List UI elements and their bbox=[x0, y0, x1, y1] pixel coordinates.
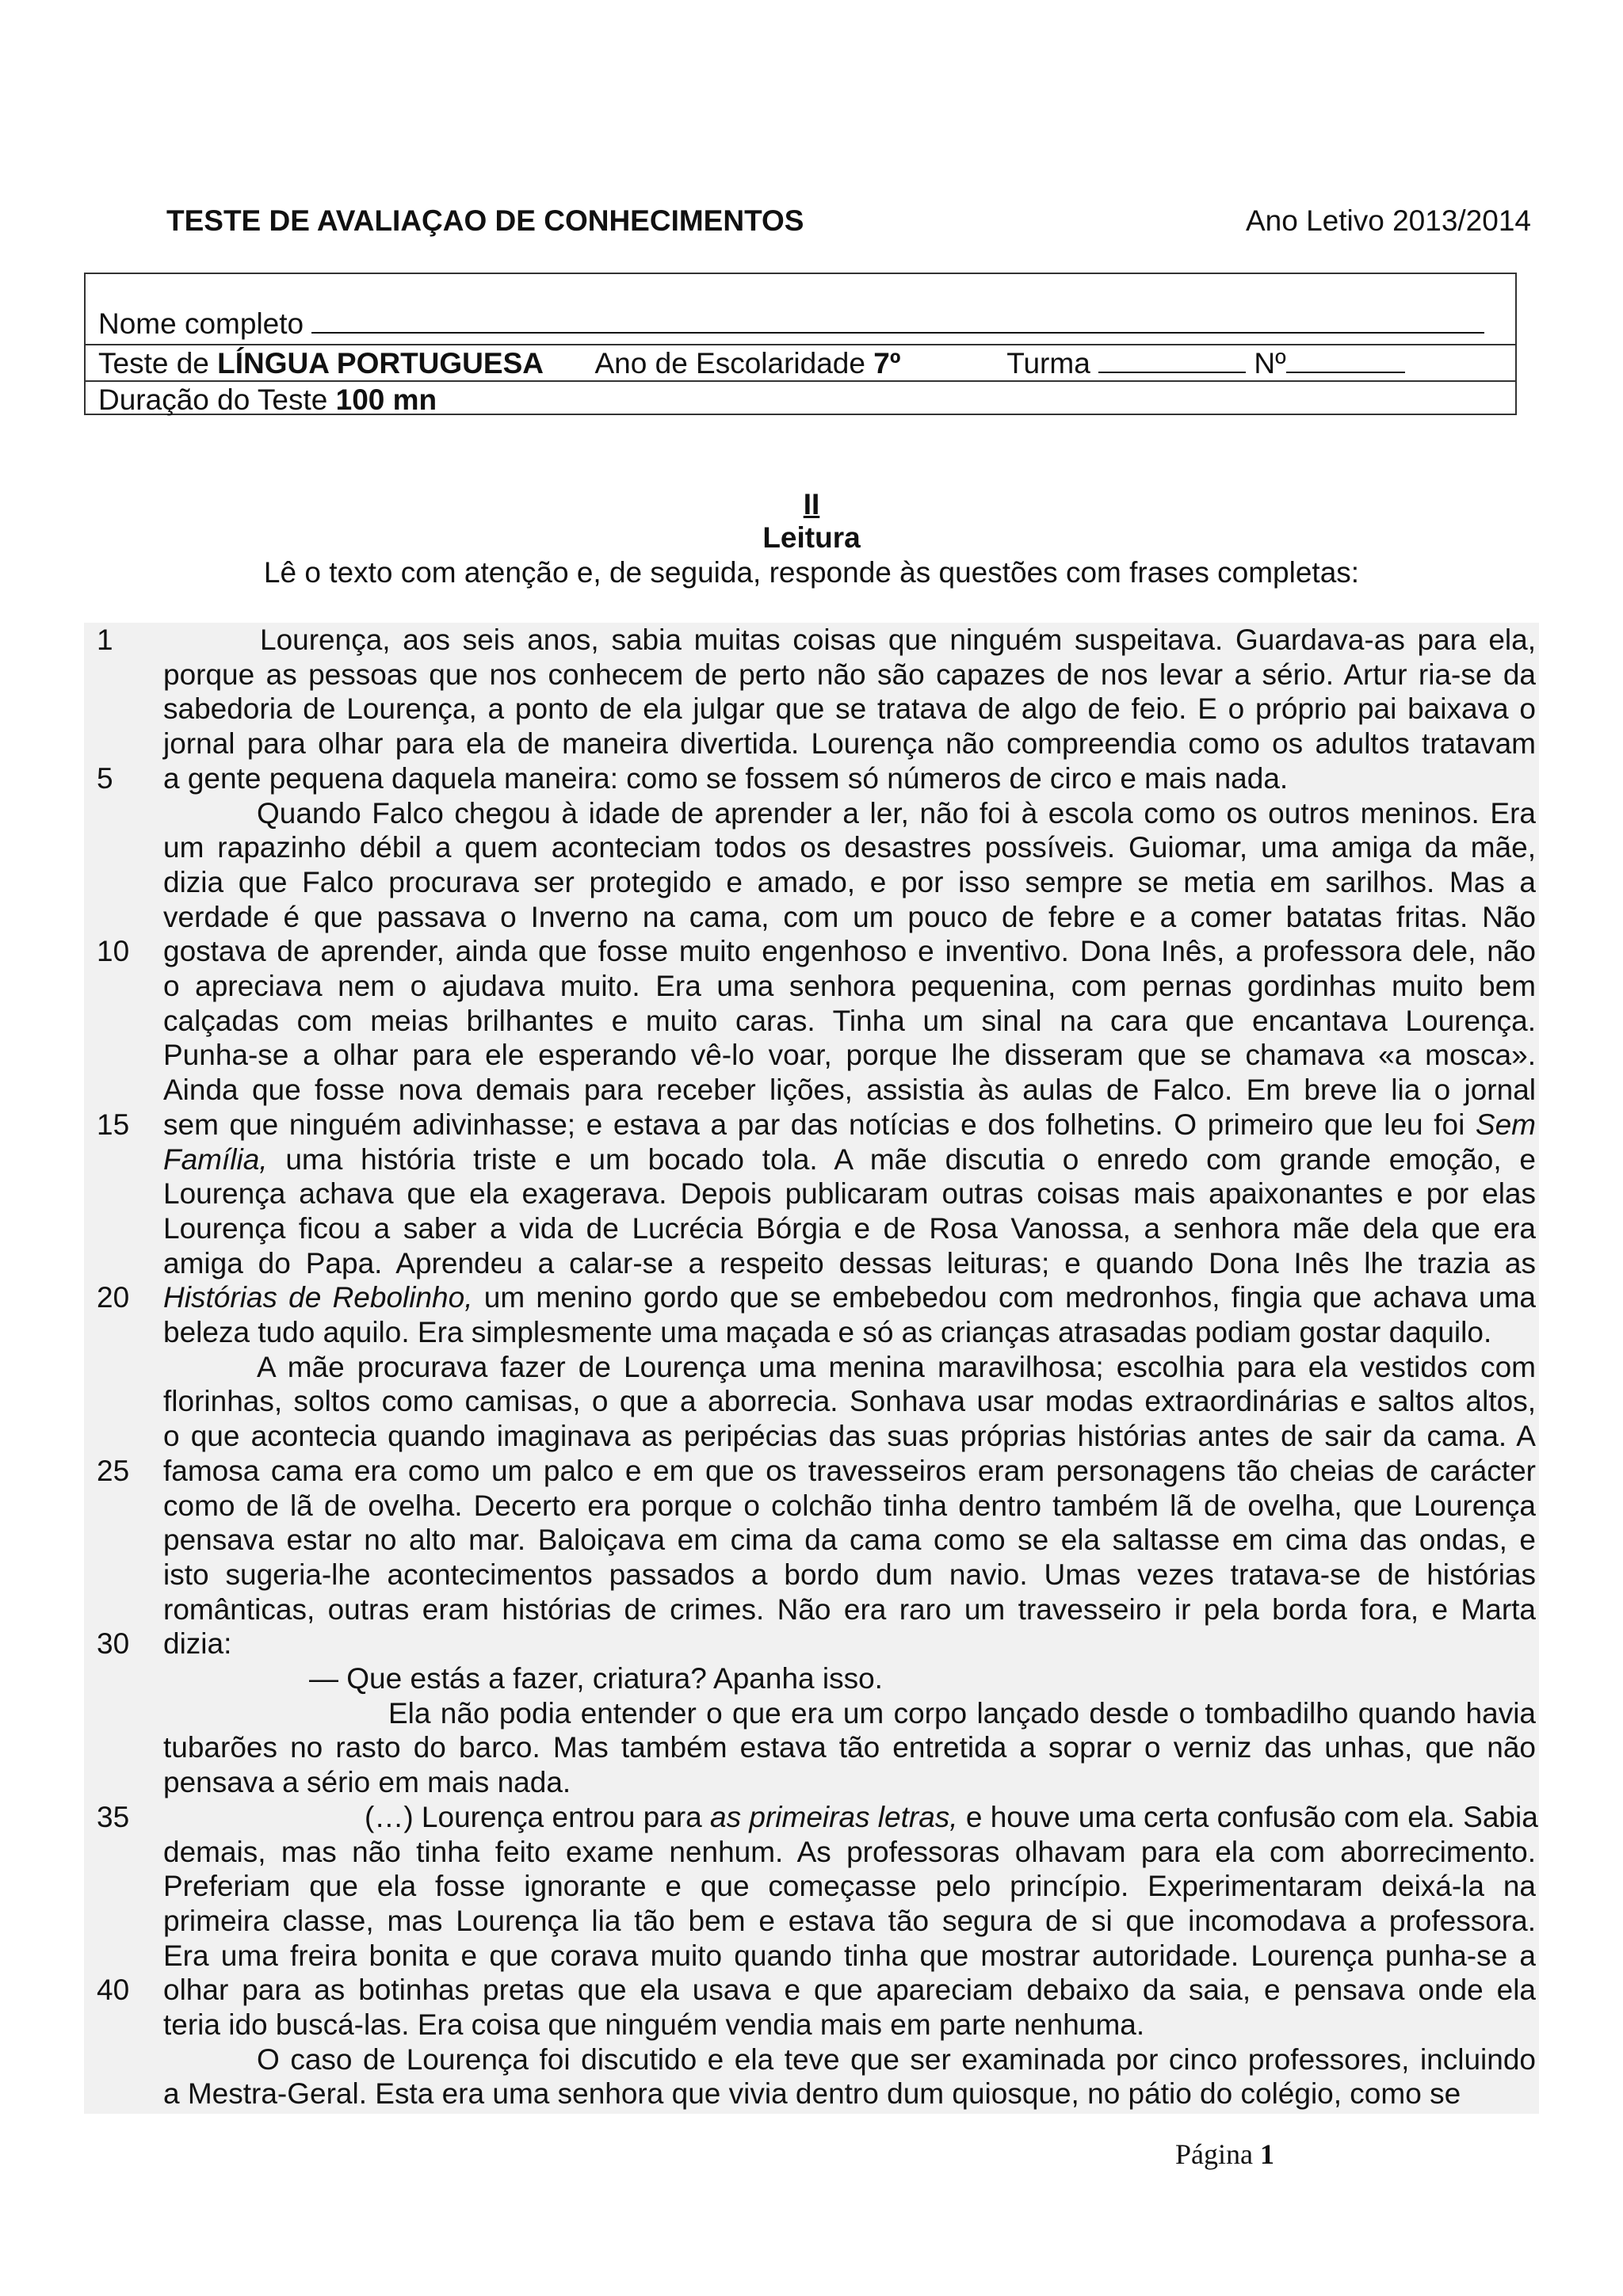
student-info-box bbox=[84, 273, 1517, 415]
text-line bbox=[84, 865, 1539, 900]
number-field[interactable] bbox=[1286, 348, 1405, 373]
line-content: a gente pequena daquela maneira: como se fossem só números de circo e mais nada. bbox=[163, 761, 1289, 795]
line-text bbox=[163, 1211, 1536, 1246]
duration-row bbox=[98, 383, 437, 417]
line-content: pensava estar no alto mar. Baloiçava em cima da cama como se ela saltasse em cima das ondas, e bbox=[163, 1524, 1536, 1557]
line-content: A mãe procurava fazer de Lourença uma menina maravilhosa; escolhia para ela vestidos com bbox=[257, 1350, 1536, 1383]
line-number: 20 bbox=[97, 1281, 130, 1314]
line-text bbox=[163, 900, 1536, 935]
text-line bbox=[84, 2042, 1539, 2077]
text-line bbox=[84, 1280, 1539, 1315]
test-label: Teste de bbox=[98, 347, 209, 379]
line-content: o apreciava nem o ajudava muito. Era uma senhora pequenina, com pernas gordinhas muito bem bbox=[163, 970, 1536, 1002]
line-text bbox=[163, 658, 1536, 692]
grade-value: 7º bbox=[873, 347, 901, 379]
line-text bbox=[257, 1350, 1536, 1385]
text-line bbox=[84, 1904, 1539, 1939]
text-line bbox=[84, 1939, 1539, 1974]
line-content: florinhas, soltos como camisas, o que a aborrecia. Sonhava usar modas extraordinárias e saltos altos, bbox=[163, 1385, 1536, 1418]
line-content: amiga do Papa. Aprendeu a calar-se a respeito dessas leituras; e quando Dona Inês lhe trazia as bbox=[163, 1246, 1536, 1280]
line-content: românticas, outras eram histórias de crimes. Não era raro um travesseiro ir pela borda fora, e Marta bbox=[163, 1592, 1536, 1626]
line-text bbox=[365, 1800, 1536, 1835]
line-text bbox=[163, 1419, 1536, 1454]
line-text bbox=[163, 692, 1536, 727]
subject-value: LÍNGUA PORTUGUESA bbox=[217, 347, 544, 379]
line-content: uma história triste e um bocado tola. A mãe discutia o enredo com grande emoção, e bbox=[285, 1142, 1537, 1176]
line-text bbox=[163, 1973, 1536, 2008]
text-line bbox=[84, 1592, 1539, 1627]
line-content: (…) Lourença entrou para bbox=[365, 1800, 702, 1833]
text-line bbox=[84, 1038, 1539, 1073]
line-text bbox=[163, 1454, 1536, 1489]
text-line bbox=[84, 1004, 1539, 1039]
line-text bbox=[260, 623, 1536, 658]
text-line bbox=[84, 2077, 1539, 2111]
line-content: Preferiam que ela fosse ignorante e que começasse pelo princípio. Experimentaram deixá-la na bbox=[163, 1870, 1536, 1903]
italic-title: Histórias de Rebolinho, bbox=[163, 1281, 473, 1314]
line-text bbox=[163, 1384, 1536, 1419]
duration-value: 100 mn bbox=[335, 383, 437, 416]
line-text bbox=[163, 1315, 1536, 1350]
line-text bbox=[163, 1142, 1536, 1177]
line-text bbox=[163, 1073, 1536, 1108]
section-title: Leitura bbox=[762, 521, 861, 554]
text-line bbox=[84, 1696, 1539, 1731]
text-line bbox=[84, 1454, 1539, 1489]
text-line bbox=[84, 934, 1539, 969]
text-line bbox=[84, 1315, 1539, 1350]
line-content: jornal para olhar para ela de maneira divertida. Lourença não compreendia como os adultos tratavam bbox=[163, 727, 1536, 761]
line-text bbox=[257, 796, 1536, 831]
line-content: olhar para as botinhas pretas que ela usava e que apareciam debaixo da saia, e pensava onde ela bbox=[163, 1974, 1536, 2007]
line-number: 1 bbox=[97, 624, 113, 656]
line-content: isto sugeria-lhe acontecimentos passados a bordo dum navio. Umas vezes tratava-se de histórias bbox=[163, 1558, 1536, 1591]
page-number: Página 1 bbox=[1175, 2138, 1274, 2170]
line-text bbox=[163, 2077, 1536, 2111]
line-text bbox=[163, 969, 1536, 1004]
subject-row bbox=[98, 347, 1405, 380]
line-content: Era uma freira bonita e que corava muito quando tinha que mostrar autoridade. Lourença punha-se a bbox=[163, 1939, 1536, 1972]
line-text bbox=[163, 1592, 1536, 1627]
text-line bbox=[84, 1835, 1539, 1870]
line-text bbox=[163, 1627, 1536, 1661]
name-field[interactable] bbox=[311, 308, 1484, 334]
line-content: sabedoria de Lourença, a ponto de ela julgar que se tratava de algo de feio. E o próprio pai baixava o bbox=[163, 692, 1536, 726]
line-content: e houve uma certa confusão com ela. Sabia bbox=[965, 1800, 1538, 1833]
line-content: O caso de Lourença foi discutido e ela teve que ser examinada por cinco professores, incluindo bbox=[257, 2042, 1536, 2076]
line-content: porque as pessoas que nos conhecem de perto não são capazes de nos levar a sério. Artur ria-se da bbox=[163, 658, 1536, 691]
line-text bbox=[163, 865, 1536, 900]
line-content: demais, mas não tinha feito exame nenhum. As professoras olhavam para ela com aborrecimento. bbox=[163, 1835, 1536, 1868]
text-line bbox=[84, 1489, 1539, 1524]
line-content: primeira classe, mas Lourença lia tão bem e estava tão segura de si que incomodava a professora. bbox=[163, 1904, 1536, 1937]
class-field[interactable] bbox=[1098, 348, 1246, 373]
text-line bbox=[84, 1523, 1539, 1558]
line-content: Lourença achava que ela exagerava. Depois publicaram outras coisas mais apaixonantes e por elas bbox=[163, 1177, 1536, 1211]
line-text bbox=[163, 1280, 1536, 1315]
section-instruction: Lê o texto com atenção e, de seguida, responde às questões com frases completas: bbox=[263, 556, 1360, 589]
class-label: Turma bbox=[1006, 347, 1090, 379]
line-content: pensava a sério em mais nada. bbox=[163, 1766, 571, 1799]
text-line bbox=[84, 1384, 1539, 1419]
line-content: beleza tudo aquilo. Era simplesmente uma maçada e só as crianças atrasadas podiam gostar daquilo. bbox=[163, 1316, 1492, 1348]
line-text bbox=[388, 1696, 1536, 1731]
name-row bbox=[98, 307, 1484, 341]
line-text bbox=[163, 1038, 1536, 1073]
text-line bbox=[84, 1246, 1539, 1281]
line-text bbox=[163, 1489, 1536, 1524]
line-content: Ainda que fosse nova demais para receber lições, assistia às aulas de Falco. Em breve lia o jornal bbox=[163, 1074, 1536, 1107]
text-line bbox=[84, 1177, 1539, 1211]
line-text bbox=[163, 1004, 1536, 1039]
line-text bbox=[163, 1177, 1536, 1211]
line-content: — Que estás a fazer, criatura? Apanha isso. bbox=[309, 1662, 883, 1695]
line-content: o que acontecia quando imaginava as peripécias das suas próprias histórias antes de sair da cama. A bbox=[163, 1420, 1536, 1453]
line-content: tubarões no rasto do barco. Mas também estava tão entretida a soprar o verniz das unhas, que não bbox=[163, 1731, 1536, 1764]
line-content: Quando Falco chegou à idade de aprender a ler, não foi à escola como os outros meninos. Era bbox=[257, 796, 1536, 830]
line-text bbox=[163, 1730, 1536, 1765]
line-text bbox=[257, 2042, 1536, 2077]
text-line bbox=[84, 727, 1539, 761]
line-content: gostava de aprender, ainda que fosse muito engenhoso e inventivo. Dona Inês, a professora dele, não bbox=[163, 935, 1536, 968]
line-text bbox=[163, 1904, 1536, 1939]
text-line bbox=[84, 658, 1539, 692]
line-number: 35 bbox=[97, 1800, 130, 1833]
line-number: 10 bbox=[97, 935, 130, 968]
line-content: Lourença ficou a saber a vida de Lucrécia Bórgia e de Rosa Vanossa, a senhora mãe dela que era bbox=[163, 1211, 1536, 1245]
line-content: dizia que Falco procurava ser protegido e amado, e por isso sempre se metia em sarilhos. Mas a bbox=[163, 865, 1536, 898]
text-line bbox=[84, 1419, 1539, 1454]
grade-label: Ano de Escolaridade bbox=[594, 347, 865, 379]
italic-title: Família, bbox=[163, 1142, 268, 1176]
line-content: a Mestra-Geral. Esta era uma senhora que vivia dentro dum quiosque, no pátio do colégio, como se bbox=[163, 2077, 1461, 2111]
text-line bbox=[84, 1350, 1539, 1385]
text-line bbox=[84, 1073, 1539, 1108]
text-line bbox=[84, 761, 1539, 796]
line-content: verdade é que passava o Inverno na cama, com um pouco de febre e a comer batatas fritas. Não bbox=[163, 900, 1536, 933]
line-text bbox=[163, 1246, 1536, 1281]
text-line bbox=[84, 1800, 1539, 1835]
name-label: Nome completo bbox=[98, 307, 304, 340]
line-content: teria ido buscá-las. Era coisa que ninguém vendia mais em parte nenhuma. bbox=[163, 2008, 1145, 2041]
text-line bbox=[84, 1973, 1539, 2008]
line-number: 5 bbox=[97, 761, 113, 795]
line-number: 30 bbox=[97, 1627, 130, 1661]
text-line bbox=[84, 1730, 1539, 1765]
text-line bbox=[84, 796, 1539, 831]
text-line bbox=[84, 623, 1539, 658]
line-text bbox=[163, 2008, 1536, 2042]
line-content: Punha-se a olhar para ele esperando vê-lo voar, porque lhe disseram que se chamava «a mosca». bbox=[163, 1039, 1536, 1072]
line-text bbox=[163, 934, 1536, 969]
section-number: II bbox=[803, 488, 820, 521]
line-number: 40 bbox=[97, 1974, 130, 2007]
duration-label: Duração do Teste bbox=[98, 383, 328, 416]
line-text bbox=[163, 1558, 1536, 1592]
line-text bbox=[163, 1835, 1536, 1870]
text-line bbox=[84, 2008, 1539, 2042]
line-text bbox=[163, 727, 1536, 761]
text-line bbox=[84, 1627, 1539, 1661]
reading-text bbox=[84, 623, 1539, 2114]
line-content: Lourença, aos seis anos, sabia muitas coisas que ninguém suspeitava. Guardava-as para ela, bbox=[260, 624, 1536, 656]
school-year: Ano Letivo 2013/2014 bbox=[1245, 204, 1531, 237]
text-line bbox=[84, 1108, 1539, 1142]
line-content: um menino gordo que se embebedou com medronhos, fingia que achava uma bbox=[483, 1281, 1536, 1314]
line-text bbox=[163, 830, 1536, 865]
text-line bbox=[84, 692, 1539, 727]
text-line bbox=[84, 1869, 1539, 1904]
text-line bbox=[84, 1558, 1539, 1592]
line-content: sem que ninguém adivinhasse; e estava a par das notícias e dos folhetins. O primeiro que leu foi bbox=[163, 1108, 1465, 1141]
line-content: calçadas com meias brilhantes e muito caras. Tinha um sinal na cara que encantava Lourença. bbox=[163, 1004, 1536, 1037]
line-content: como de lã de ovelha. Decerto era porque o colchão tinha dentro também lã de ovelha, que Lourença bbox=[163, 1489, 1536, 1522]
line-content: famosa cama era como um palco e em que os travesseiros eram personagens tão cheias de carácter bbox=[163, 1454, 1536, 1487]
test-title: TESTE DE AVALIAÇAO DE CONHECIMENTOS bbox=[166, 204, 804, 237]
divider bbox=[86, 380, 1515, 382]
italic-title: as primeiras letras, bbox=[710, 1800, 958, 1833]
line-number: 25 bbox=[97, 1454, 130, 1487]
line-text bbox=[163, 761, 1536, 796]
text-line bbox=[84, 1142, 1539, 1177]
text-line bbox=[84, 1211, 1539, 1246]
line-content: dizia: bbox=[163, 1627, 232, 1661]
line-text bbox=[163, 1523, 1536, 1558]
divider bbox=[86, 344, 1515, 345]
line-number: 15 bbox=[97, 1108, 130, 1141]
line-text bbox=[309, 1661, 1536, 1696]
text-line bbox=[84, 1765, 1539, 1800]
text-line bbox=[84, 969, 1539, 1004]
number-label: Nº bbox=[1254, 347, 1286, 379]
text-line bbox=[84, 1661, 1539, 1696]
text-line bbox=[84, 900, 1539, 935]
line-text bbox=[163, 1939, 1536, 1974]
line-text bbox=[163, 1108, 1536, 1142]
text-line bbox=[84, 830, 1539, 865]
line-content: um rapazinho débil a quem aconteciam todos os desastres possíveis. Guiomar, uma amiga da mãe, bbox=[163, 831, 1536, 864]
line-content: Ela não podia entender o que era um corpo lançado desde o tombadilho quando havia bbox=[388, 1696, 1536, 1730]
italic-title: Sem bbox=[1475, 1108, 1536, 1141]
line-text bbox=[163, 1869, 1536, 1904]
line-text bbox=[163, 1765, 1536, 1800]
